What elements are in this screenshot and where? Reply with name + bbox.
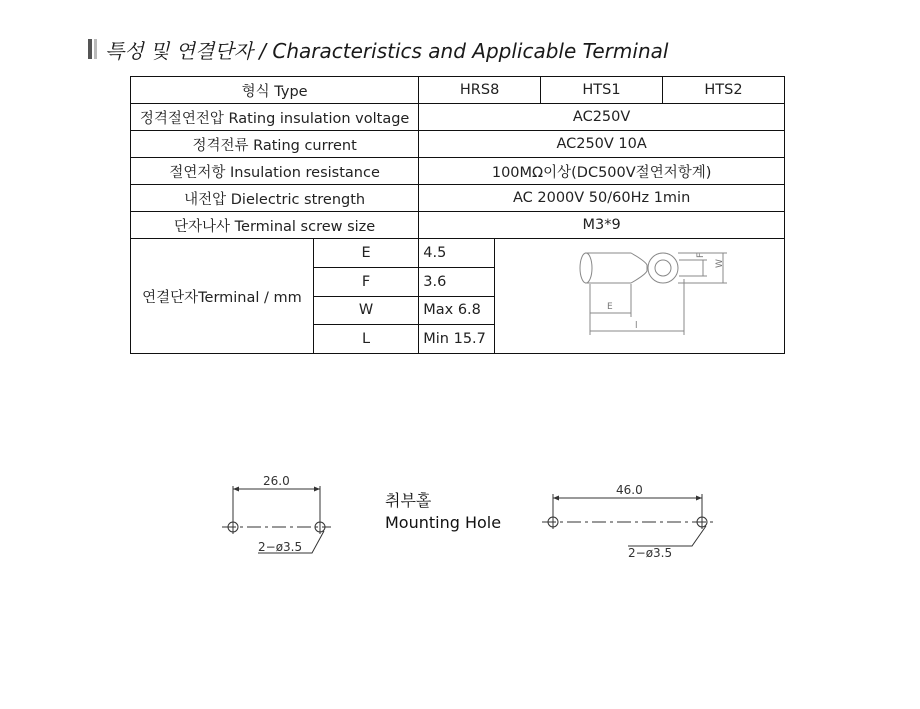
section-title	[88, 36, 668, 62]
row-label: 정격절연전압 Rating insulation voltage	[131, 104, 419, 131]
lug-ring-inner	[655, 260, 671, 276]
dim-name: F	[313, 267, 418, 296]
hole-size-label: 2−ø3.5	[628, 546, 673, 560]
row-label: 내전압 Dielectric strength	[131, 185, 419, 212]
leader-line	[628, 526, 706, 546]
row-value: 100MΩ이상(DC500V절연저항계)	[419, 158, 785, 185]
dim-value: Min 15.7	[419, 325, 495, 354]
table-row	[131, 131, 785, 158]
mounting-hole-label	[385, 490, 501, 534]
model-hts2: HTS2	[662, 77, 784, 104]
mounting-hole-label-ko: 취부홀	[385, 491, 432, 510]
dim-name: E	[313, 239, 418, 268]
model-hts1: HTS1	[540, 77, 662, 104]
row-label: 단자나사 Terminal screw size	[131, 212, 419, 239]
dim-value: 3.6	[419, 267, 495, 296]
lug-barrel-end	[580, 253, 592, 283]
mounting-hole-drawing-right	[540, 480, 720, 565]
mounting-hole-drawing-left	[220, 470, 340, 565]
row-label: 정격전류 Rating current	[131, 131, 419, 158]
table-row	[131, 77, 785, 104]
table-row	[131, 104, 785, 131]
dim-l-label: l	[634, 321, 638, 331]
table-row	[131, 239, 785, 268]
dim-e-label: E	[606, 302, 613, 312]
row-label: 절연저항 Insulation resistance	[131, 158, 419, 185]
dim-value: 4.5	[419, 239, 495, 268]
title-marker-light	[94, 39, 97, 59]
dim-name: W	[313, 296, 418, 325]
dim-name: L	[313, 325, 418, 354]
title-marker-dark	[88, 39, 92, 59]
lug-ring-outer	[648, 253, 678, 283]
model-hrs8: HRS8	[419, 77, 541, 104]
spacing-label: 46.0	[616, 483, 643, 497]
spec-table	[130, 76, 785, 354]
row-value: M3*9	[419, 212, 785, 239]
row-value: AC250V	[419, 104, 785, 131]
dim-f-label: F	[695, 252, 706, 258]
mounting-hole-label-en: Mounting Hole	[385, 513, 502, 532]
spacing-label: 26.0	[263, 474, 290, 488]
lug-barrel-outline	[585, 253, 647, 283]
hole-size-label: 2−ø3.5	[258, 540, 303, 554]
table-row	[131, 185, 785, 212]
type-label: 형식 Type	[131, 77, 419, 104]
terminal-diagram-cell	[494, 239, 784, 354]
dim-value: Max 6.8	[419, 296, 495, 325]
dim-w-label: W	[714, 259, 725, 268]
terminal-label: 연결단자Terminal / mm	[131, 239, 314, 354]
row-value: AC250V 10A	[419, 131, 785, 158]
section-title-text: 특성 및 연결단자 / Characteristics and Applicable Terminal	[105, 38, 669, 63]
terminal-diagram	[495, 239, 784, 349]
table-row	[131, 158, 785, 185]
row-value: AC 2000V 50/60Hz 1min	[419, 185, 785, 212]
table-row	[131, 212, 785, 239]
